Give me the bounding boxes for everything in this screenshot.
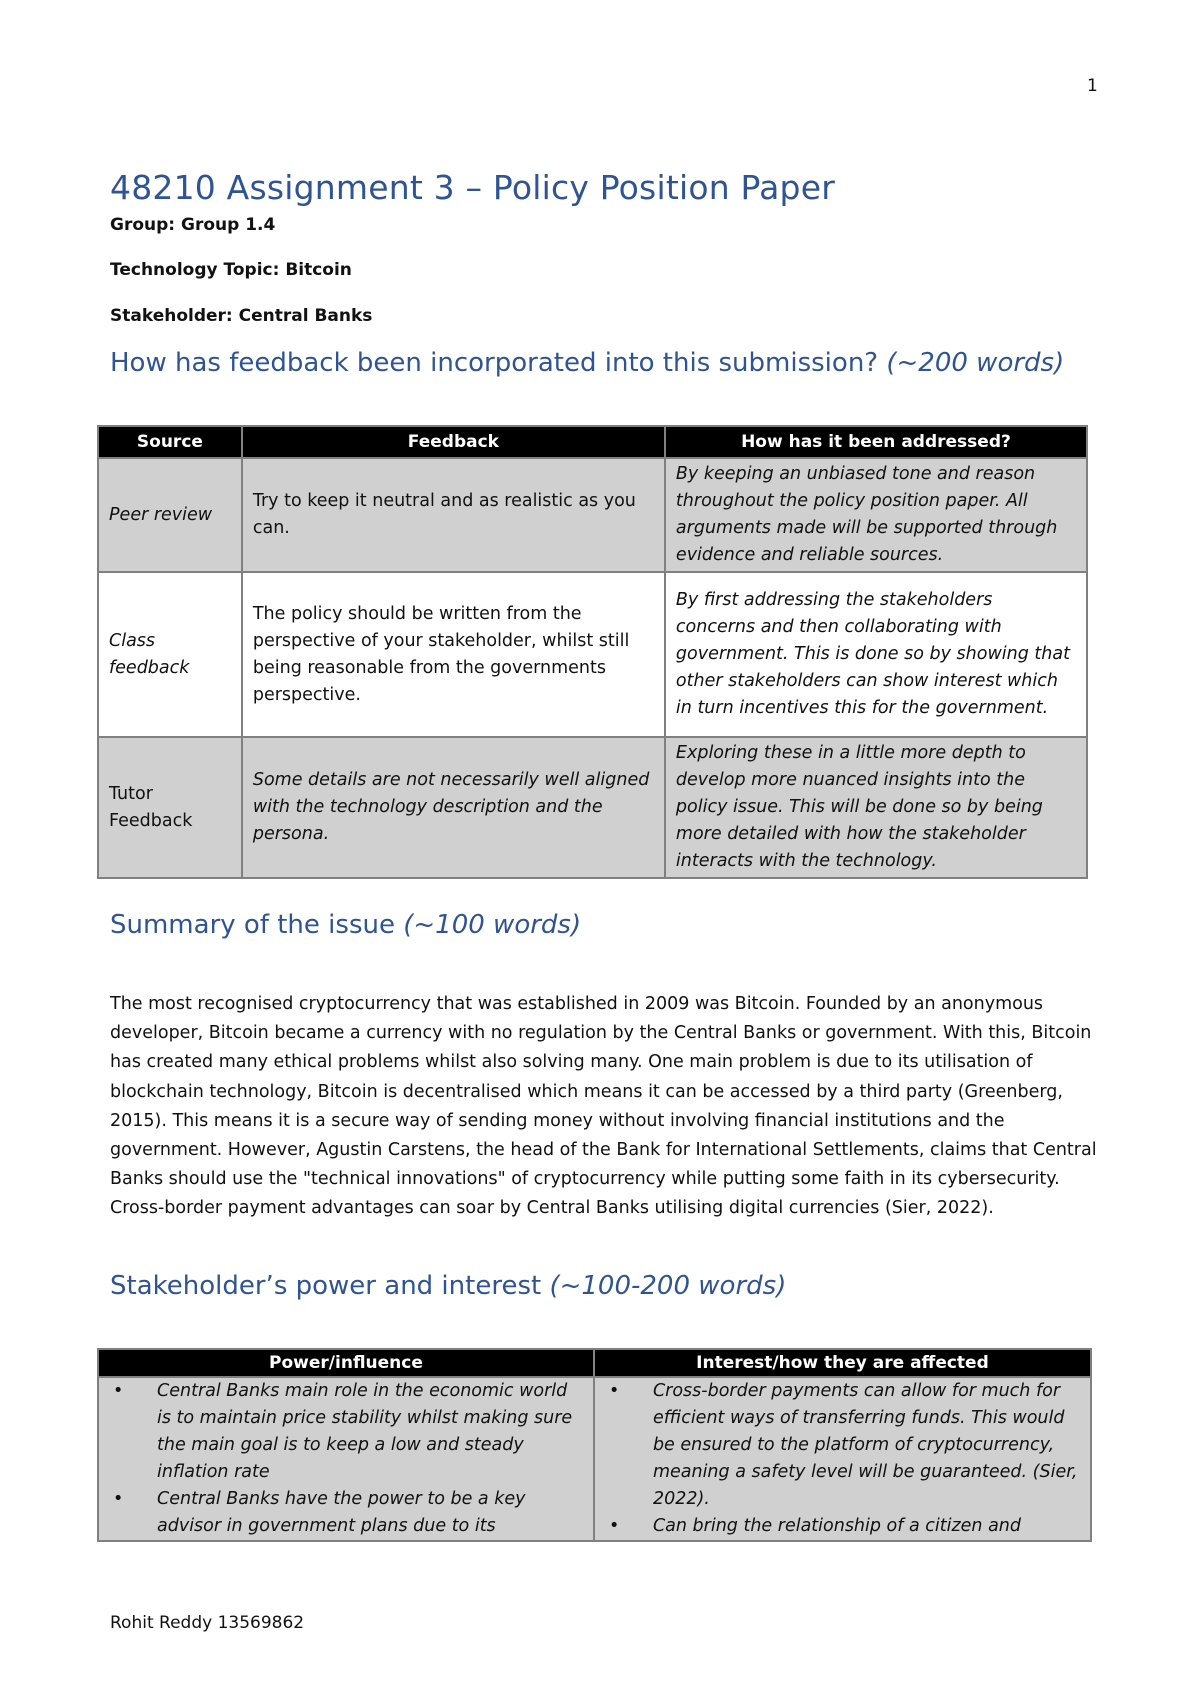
list-item: • Central Banks main role in the economic world is to maintain price stability whilst making sure the main goal is to keep a low and steady inflation rate [157, 1378, 585, 1486]
page-number: 1 [1087, 76, 1098, 96]
power-interest-heading-note: (~100-200 words) [549, 1271, 787, 1301]
column-header-power: Power/influence [98, 1349, 594, 1377]
feedback-table [97, 425, 1088, 879]
power-interest-heading-text: Stakeholder’s power and interest [110, 1271, 550, 1301]
row-addressed: Exploring these in a little more depth to develop more nuanced insights into the policy issue. This will be done so by being more detailed with how the stakeholder interacts with the technology. [665, 737, 1087, 878]
power-interest-header [98, 1349, 1091, 1377]
feedback-heading-text: How has feedback been incorporated into this submission? [110, 348, 887, 378]
interest-list [595, 1378, 1082, 1540]
list-item: • Central Banks have the power to be a key advisor in government plans due to its [157, 1486, 585, 1540]
row-source: Peer review [98, 458, 242, 572]
page-title: 48210 Assignment 3 – Policy Position Paper [110, 168, 835, 207]
power-cell [98, 1377, 594, 1541]
column-header-interest: Interest/how they are affected [594, 1349, 1091, 1377]
row-addressed: By first addressing the stakeholders concerns and then collaborating with government. This is done so by showing that other stakeholders can show interest which in turn incentives this for the government. [665, 572, 1087, 737]
summary-heading-text: Summary of the issue [110, 910, 404, 940]
row-addressed: By keeping an unbiased tone and reason throughout the policy position paper. All arguments made will be supported through evidence and reliable sources. [665, 458, 1087, 572]
table-row [98, 458, 1087, 572]
table-row [98, 572, 1087, 737]
row-source: Tutor Feedback [98, 737, 242, 878]
row-feedback: The policy should be written from the perspective of your stakeholder, whilst still being reasonable from the governments perspective. [242, 572, 665, 737]
column-header-feedback: Feedback [242, 426, 665, 458]
summary-body: The most recognised cryptocurrency that was established in 2009 was Bitcoin. Founded by an anonymous developer, Bitcoin became a currency with no regulation by the Central Banks or government. With this, Bitcoin has created many ethical problems whilst also solving many. One main problem is due to its utilisation of blockchain technology, Bitcoin is decentralised which means it can be accessed by a third party (Greenberg, 2015). This means it is a secure way of sending money without involving financial institutions and the government. However, Agustin Carstens, the head of the Bank for International Settlements, claims that Central Banks should use the "technical innovations" of cryptocurrency while putting some faith in its cybersecurity. Cross-border payment advantages can soar by Central Banks utilising digital currencies (Sier, 2022). [110, 994, 1097, 1219]
summary-heading [110, 910, 581, 940]
stakeholder-label: Stakeholder: Central Banks [110, 306, 373, 326]
list-item: • Cross-border payments can allow for much for efficient ways of transferring funds. This would be ensured to the platform of cryptocurrency, meaning a safety level will be guaranteed. (Sier, 2022). [653, 1378, 1082, 1513]
feedback-heading [110, 348, 1064, 378]
column-header-source: Source [98, 426, 242, 458]
footer-author: Rohit Reddy 13569862 [110, 1613, 305, 1633]
technology-topic-label: Technology Topic: Bitcoin [110, 260, 352, 280]
feedback-heading-note: (~200 words) [886, 348, 1065, 378]
interest-cell [594, 1377, 1091, 1541]
summary-heading-note: (~100 words) [403, 910, 582, 940]
table-row [98, 737, 1087, 878]
power-interest-table [97, 1348, 1092, 1542]
column-header-addressed: How has it been addressed? [665, 426, 1087, 458]
feedback-table-header [98, 426, 1087, 458]
row-feedback: Some details are not necessarily well aligned with the technology description and the persona. [242, 737, 665, 878]
power-interest-heading [110, 1271, 786, 1301]
row-source: Class feedback [98, 572, 242, 737]
row-feedback: Try to keep it neutral and as realistic as you can. [242, 458, 665, 572]
list-item: • Can bring the relationship of a citizen and [653, 1513, 1082, 1540]
group-label: Group: Group 1.4 [110, 215, 276, 235]
table-row [98, 1377, 1091, 1541]
power-list [99, 1378, 585, 1540]
